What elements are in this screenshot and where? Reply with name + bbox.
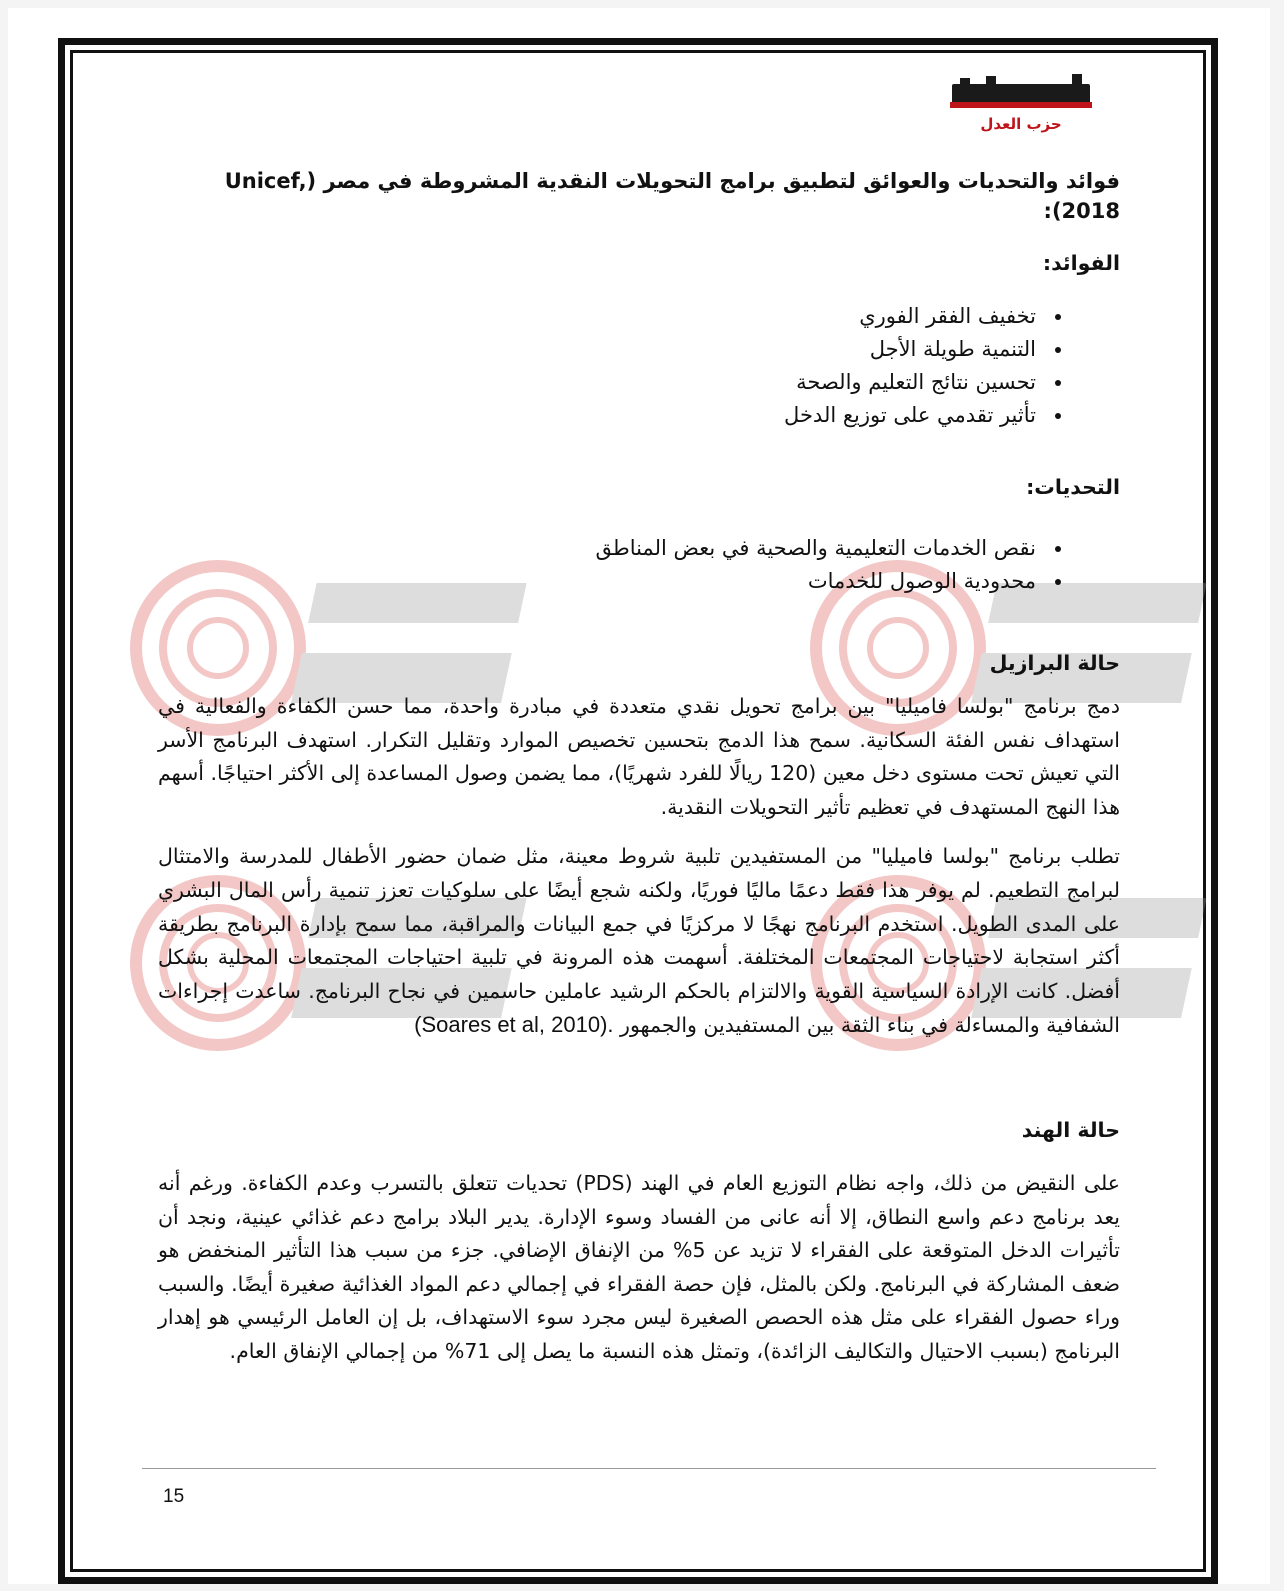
citation: (Soares et al, 2010). [414, 1012, 614, 1038]
list-item: • تأثير تقدمي على توزيع الدخل [158, 399, 1042, 432]
challenges-heading: التحديات: [1026, 475, 1120, 499]
benefits-list [158, 300, 1120, 432]
document-page [8, 8, 1270, 1584]
page-heading: فوائد والتحديات والعوائق لتطبيق برامج التحويلات النقدية المشروطة في مصر (Unicef, 2018): [224, 169, 1120, 223]
brazil-heading: حالة البرازيل [989, 651, 1120, 675]
brazil-paragraph-1: دمج برنامج "بولسا فاميليا" بين برامج تحويل نقدي متعددة في مبادرة واحدة، مما حسن الكفاءة والفعالية في استهداف نفس الفئة السكانية. سمح هذا الدمج بتحسين تخصيص الموارد وتقليل التكرار. استهدف البرنامج الأسر التي تعيش تحت مستوى دخل معين (120 ريالًا للفرد شهريًا)، مما يضمن وصول المساعدة إلى الأكثر احتياجًا. أسهم هذا النهج المستهدف في تعظيم تأثير التحويلات النقدية. [158, 694, 1121, 819]
brazil-paragraph-2 [158, 840, 1120, 1043]
logo-subtitle: حزب العدل [980, 115, 1062, 133]
brazil-paragraph-2-text: تطلب برنامج "بولسا فاميليا" من المستفيدين تلبية شروط معينة، مثل ضمان حضور الأطفال للمدرسة والامتثال لبرامج التطعيم. لم يوفر هذا فقط دعمًا ماليًا فوريًا، ولكنه شجع أيضًا على سلوكيات تعزز تنمية رأس المال البشري على المدى الطويل. استخدم البرنامج نهجًا لا مركزيًا في جمع البيانات والمراقبة، مما سمح بإدارة البرنامج بطريقة أكثر استجابة لاحتياجات المجتمعات المختلفة. أسهمت هذه المرونة في تلبية احتياجات المجتمعات المحلية بشكل أفضل. كانت الإرادة السياسية القوية والالتزام بالحكم الرشيد عاملين حاسمين في نجاح البرنامج. ساعدت إجراءات الشفافية والمساءلة في بناء الثقة بين المستفيدين والجمهور [158, 844, 1120, 1038]
list-item: • تخفيف الفقر الفوري [158, 300, 1042, 333]
list-item: • محدودية الوصول للخدمات [158, 565, 1042, 598]
list-item: • تحسين نتائج التعليم والصحة [158, 366, 1042, 399]
party-logo [946, 74, 1096, 134]
list-item: • نقص الخدمات التعليمية والصحية في بعض المناطق [158, 532, 1042, 565]
document-body [158, 166, 1120, 1369]
india-heading: حالة الهند [1021, 1117, 1120, 1142]
challenges-list [158, 532, 1120, 598]
page-number: 15 [163, 1486, 185, 1507]
india-paragraph: على النقيض من ذلك، واجه نظام التوزيع العام في الهند (PDS) تحديات تتعلق بالتسرب وعدم الكفاءة. ورغم أنه يعد برنامج دعم واسع النطاق، إلا أنه عانى من الفساد وسوء الإدارة. يدير البلاد برامج دعم غذائي عينية، ونجد أن تأثيرات الدخل المتوقعة على الفقراء لا تزيد عن 5% من الإنفاق الإضافي. جزء من سبب هذا التأثير المنخفض هو ضعف المشاركة في البرنامج. ولكن بالمثل، فإن حصة الفقراء في إجمالي دعم المواد الغذائية صغيرة أيضًا. والسبب وراء حصول الفقراء على مثل هذه الحصص الصغيرة ليس مجرد سوء الاستهداف، بل إن العامل الرئيسي هو إهدار البرنامج (بسبب الاحتيال والتكاليف الزائدة)، وتمثل هذه النسبة ما يصل إلى 71% من إجمالي الإنفاق العام. [158, 1170, 1120, 1363]
benefits-heading: الفوائد: [1042, 251, 1120, 275]
list-item: • التنمية طويلة الأجل [158, 333, 1042, 366]
footer-divider [142, 1468, 1156, 1469]
